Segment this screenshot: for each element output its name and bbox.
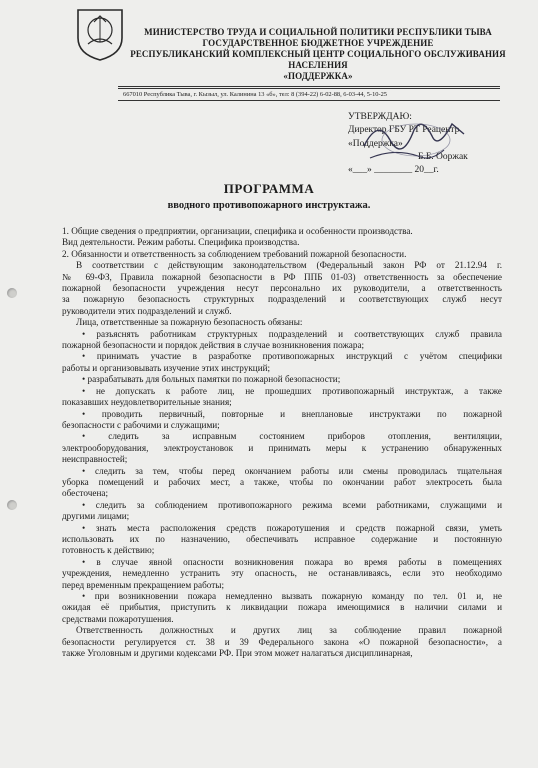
body-line: безопасности с рабочими и служащими; — [62, 419, 220, 430]
org-line: «ПОДДЕРЖКА» — [283, 71, 353, 81]
body-line: уборка помещений и рабочих мест, а также, чтобы по окончании работ электросеть была — [62, 476, 502, 487]
address-underline — [118, 100, 500, 101]
document-subtitle: вводного противопожарного инструктажа. — [167, 200, 371, 211]
body-line: неисправностей; — [62, 454, 128, 465]
body-line: • разъяснять работникам структурных подразделений и соответствующих служб правила — [82, 328, 502, 339]
org-line: РЕСПУБЛИКАНСКИЙ КОМПЛЕКСНЫЙ ЦЕНТР СОЦИАЛЬНОГО ОБСЛУЖИВАНИЯ НАСЕЛЕНИЯ — [130, 49, 506, 70]
approval-organization: «Поддержка» — [348, 138, 403, 149]
body-line: Лица, ответственные за пожарную безопасность обязаны: — [76, 317, 303, 328]
body-line: Ответственность должностных и других лиц за соблюдение правил пожарной — [76, 625, 502, 636]
body-line: • проводить первичный, повторные и внеплановые инструктажи по пожарной — [82, 408, 502, 419]
body-line: показавших неудовлетворительные знания; — [62, 397, 232, 408]
body-line: • разрабатывать для больных памятки по пожарной безопасности; — [82, 374, 341, 385]
body-line: • принимать участие в разработке противопожарных инструкций с учётом специфики — [82, 351, 502, 362]
approval-date: «___» ________ 20__г. — [348, 165, 439, 176]
body-line: ожидая её прибытия, приступить к ликвидации пожара имеющимися в наличии силами и — [62, 602, 502, 613]
header-divider — [118, 88, 500, 89]
body-line: • следить за соблюдением противопожарного режима всеми работниками, служащими и — [82, 499, 502, 510]
header-divider — [118, 86, 500, 87]
body-line: перед временным прекращением работы; — [62, 579, 224, 590]
body-line: пожарной безопасности и порядок действия в случае возникновения пожара; — [62, 340, 365, 351]
approval-signer: Б.Б. Ооржак — [418, 151, 468, 162]
document-body — [62, 226, 502, 659]
approval-position: Директор ГБУ РТ Реацентр — [348, 125, 460, 136]
signature-stamp-icon — [360, 110, 476, 172]
body-line: безопасности регулируется ст. 38 и 39 Федерального закона «О пожарной безопасности», а — [62, 636, 502, 647]
body-line: В соответствии с действующим законодательством (Федеральный закон РФ от 21.12.94 г. — [76, 260, 502, 271]
body-line: также Уголовным и другими кодексами РФ. При этом может налагаться дисциплинарная, — [62, 648, 413, 659]
body-line: • следить за исправным состоянием приборов отопления, вентиляции, — [82, 431, 502, 442]
punch-hole-icon — [7, 288, 17, 298]
organization-address: 667010 Республика Тыва, г. Кызыл, ул. Калинина 13 «б», тел: 8 (394-22) 6-02-88, 6-03-44, 5-10-25 — [123, 91, 387, 98]
body-line: • при возникновении пожара немедленно вызвать пожарную команду по тел. 01 и, не — [82, 591, 502, 601]
body-line: руководители этих подразделений и служб. — [62, 305, 232, 316]
body-line: средствами пожаротушения. — [62, 613, 174, 624]
body-line: готовность к действию; — [62, 545, 155, 556]
body-line: • знать места расположения средств пожаротушения и средств пожарной связи, уметь — [82, 522, 502, 533]
document-title: ПРОГРАММА — [223, 181, 315, 196]
body-line: № 69-ФЗ, Правила пожарной безопасности в РФ ППБ 01-03) ответственность за обеспечение — [62, 271, 502, 282]
body-line: • не допускать к работе лиц, не прошедших противопожарный инструктаж, а также — [82, 385, 502, 396]
punch-hole-icon — [7, 500, 17, 510]
body-line: учреждения, немедленно устранить эту опасность, не останавливаясь, если это необходимо — [62, 568, 502, 579]
body-line: другими лицами; — [62, 511, 130, 522]
body-line: 2. Обязанности и ответственность за соблюдением требований пожарной безопасности. — [62, 248, 407, 259]
approval-heading: УТВЕРЖДАЮ: — [348, 112, 412, 122]
body-line: электрооборудования, электроустановок и принимать меры к устранению обнаруженных — [62, 442, 502, 453]
org-line: МИНИСТЕРСТВО ТРУДА И СОЦИАЛЬНОЙ ПОЛИТИКИ РЕСПУБЛИКИ ТЫВА — [144, 27, 492, 37]
body-line: • в случае явной опасности возникновения пожара во время работы в помещениях — [82, 556, 502, 567]
body-line: 1. Общие сведения о предприятии, организации, специфика и особенности производства. — [62, 226, 413, 236]
body-line: пожарной безопасности учреждения несут персонально их руководители, а ответственность — [62, 283, 502, 294]
body-line: • следить за тем, чтобы перед окончанием работы или смены проводилась тщательная — [82, 465, 502, 476]
body-line: за пожарную безопасность структурных подразделений и соответствующих служб несут — [62, 294, 502, 305]
body-line: использовать их по назначению, обеспечивать исправное содержание и постоянную — [62, 533, 502, 544]
body-line: обесточена; — [62, 488, 109, 499]
body-line: работы и организовывать изучение этих инструкций; — [62, 362, 271, 373]
body-line: Вид деятельности. Режим работы. Специфика производства. — [62, 237, 300, 248]
organization-header — [118, 27, 518, 82]
org-line: ГОСУДАРСТВЕННОЕ БЮДЖЕТНОЕ УЧРЕЖДЕНИЕ — [202, 38, 434, 48]
